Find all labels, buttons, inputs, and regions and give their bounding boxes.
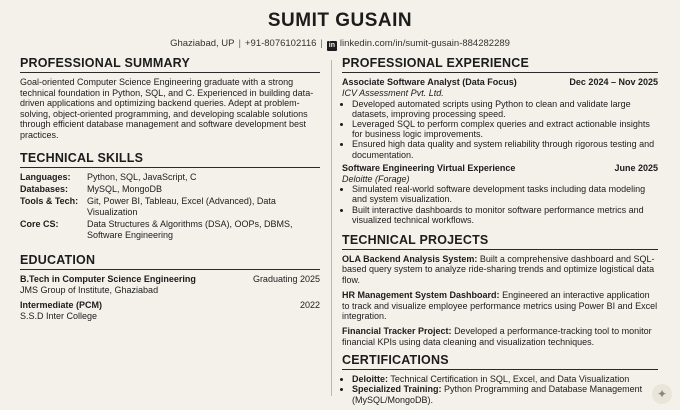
experience-entry [342,77,658,160]
phone: +91-8076102116 [244,38,317,49]
summary-heading: PROFESSIONAL SUMMARY [20,56,320,73]
school-name: S.S.D Inter College [20,311,98,322]
education-date: 2022 [299,300,320,311]
candidate-name: SUMIT GUSAIN [267,10,413,31]
education-entry [20,274,320,296]
contact-line: Ghaziabad, UP | +91-8076102116 | in linkedin.com/in/sumit-gusain-884282289 [170,38,510,49]
certification-item [352,374,658,384]
certification-desc: Python Programming and Database Management (MySQL/MongoDB). [352,384,643,405]
skill-value: Python, SQL, JavaScript, C [87,171,197,182]
column-divider [331,60,332,396]
education-entry [20,300,320,322]
company-name: ICV Assessment Pvt. Ltd. [342,88,444,98]
school-name: JMS Group of Institute, Ghaziabad [20,284,159,295]
job-bullets [342,184,658,225]
left-column [20,56,320,322]
certification-name: Deloitte: [352,374,388,385]
project-desc: Developed a performance-tracking tool to monitor financial KPIs using data cleaning and visualization techniques. [342,326,652,347]
skills-heading: TECHNICAL SKILLS [20,151,320,168]
project-name: Financial Tracker Project: [342,326,452,337]
experience-heading: PROFESSIONAL EXPERIENCE [342,56,658,73]
skill-value: MySQL, MongoDB [87,183,163,194]
skill-label: Databases: [20,183,69,194]
project-item [342,326,658,347]
skill-row-databases [20,184,320,195]
location: Ghaziabad, UP [170,38,235,49]
skill-label: Tools & Tech: [20,195,79,206]
certifications-heading: CERTIFICATIONS [342,353,658,370]
job-bullet: • Leveraged SQL to perform complex queries and extract actionable insights for business logic improvements. [352,119,658,139]
job-role: Associate Software Analyst (Data Focus) [342,77,517,87]
company-name: Deloitte (Forage) [342,173,410,184]
project-name: HR Management System Dashboard: [342,290,500,301]
skill-value: Git, Power BI, Tableau, Excel (Advanced), Data Visualization [87,195,276,217]
certification-list [342,374,658,405]
certification-item [352,384,658,404]
job-date: June 2025 [614,162,658,173]
skills-list [20,172,320,241]
right-column [342,56,658,405]
sparkle-icon[interactable]: ✦ [652,384,672,404]
experience-entry [342,163,658,225]
job-role: Software Engineering Virtual Experience [342,162,516,173]
education-heading: EDUCATION [20,253,320,270]
project-item [342,290,658,321]
skill-row-languages [20,172,320,183]
job-bullet: • Simulated real-world software development tasks including data modeling and system visualization. [352,184,658,204]
degree-title: B.Tech in Computer Science Engineering [20,273,196,284]
summary-text: Goal-oriented Computer Science Engineering graduate with a strong technical foundation in Python, SQL, and C. Experienced in building data-driven applications and optimizing backend queries. Adept at problem-solving, object-oriented programming, and developing scalable solutions through efficient database management and software development best practices. [20,77,314,140]
project-desc: Built a comprehensive dashboard and SQL-based query system to analyze ride-sharing trends and optimize logistical data flow. [342,254,655,285]
job-bullet: • Ensured high data quality and system reliability through rigorous testing and documentation. [352,139,658,159]
job-bullet: • Built interactive dashboards to monitor software performance metrics and visualized technical workflows. [352,205,658,225]
education-date: Graduating 2025 [252,273,320,284]
projects-heading: TECHNICAL PROJECTS [342,233,658,250]
skill-row-tools [20,196,320,218]
linkedin-icon: in [328,42,335,49]
linkedin-link[interactable]: linkedin.com/in/sumit-gusain-884282289 [339,38,510,49]
job-bullets [342,99,658,160]
project-item [342,254,658,285]
skill-value: Data Structures & Algorithms (DSA), OOPs, DBMS, Software Engineering [87,218,293,240]
skill-label: Languages: [20,171,71,182]
project-name: OLA Backend Analysis System: [342,254,478,265]
skill-label: Core CS: [20,218,59,229]
project-desc: Engineered an interactive application to track and visualize employee performance metrics using Power BI and Excel integration. [342,290,658,322]
job-date: Dec 2024 – Nov 2025 [569,77,658,87]
certification-desc: Technical Certification in SQL, Excel, and Data Visualization [390,374,630,385]
job-bullet: • Developed automated scripts using Python to clean and validate large datasets, improving processing speed. [352,99,658,119]
degree-title: Intermediate (PCM) [20,300,103,311]
certification-name: Specialized Training: [352,384,442,395]
skill-row-core-cs [20,219,320,241]
